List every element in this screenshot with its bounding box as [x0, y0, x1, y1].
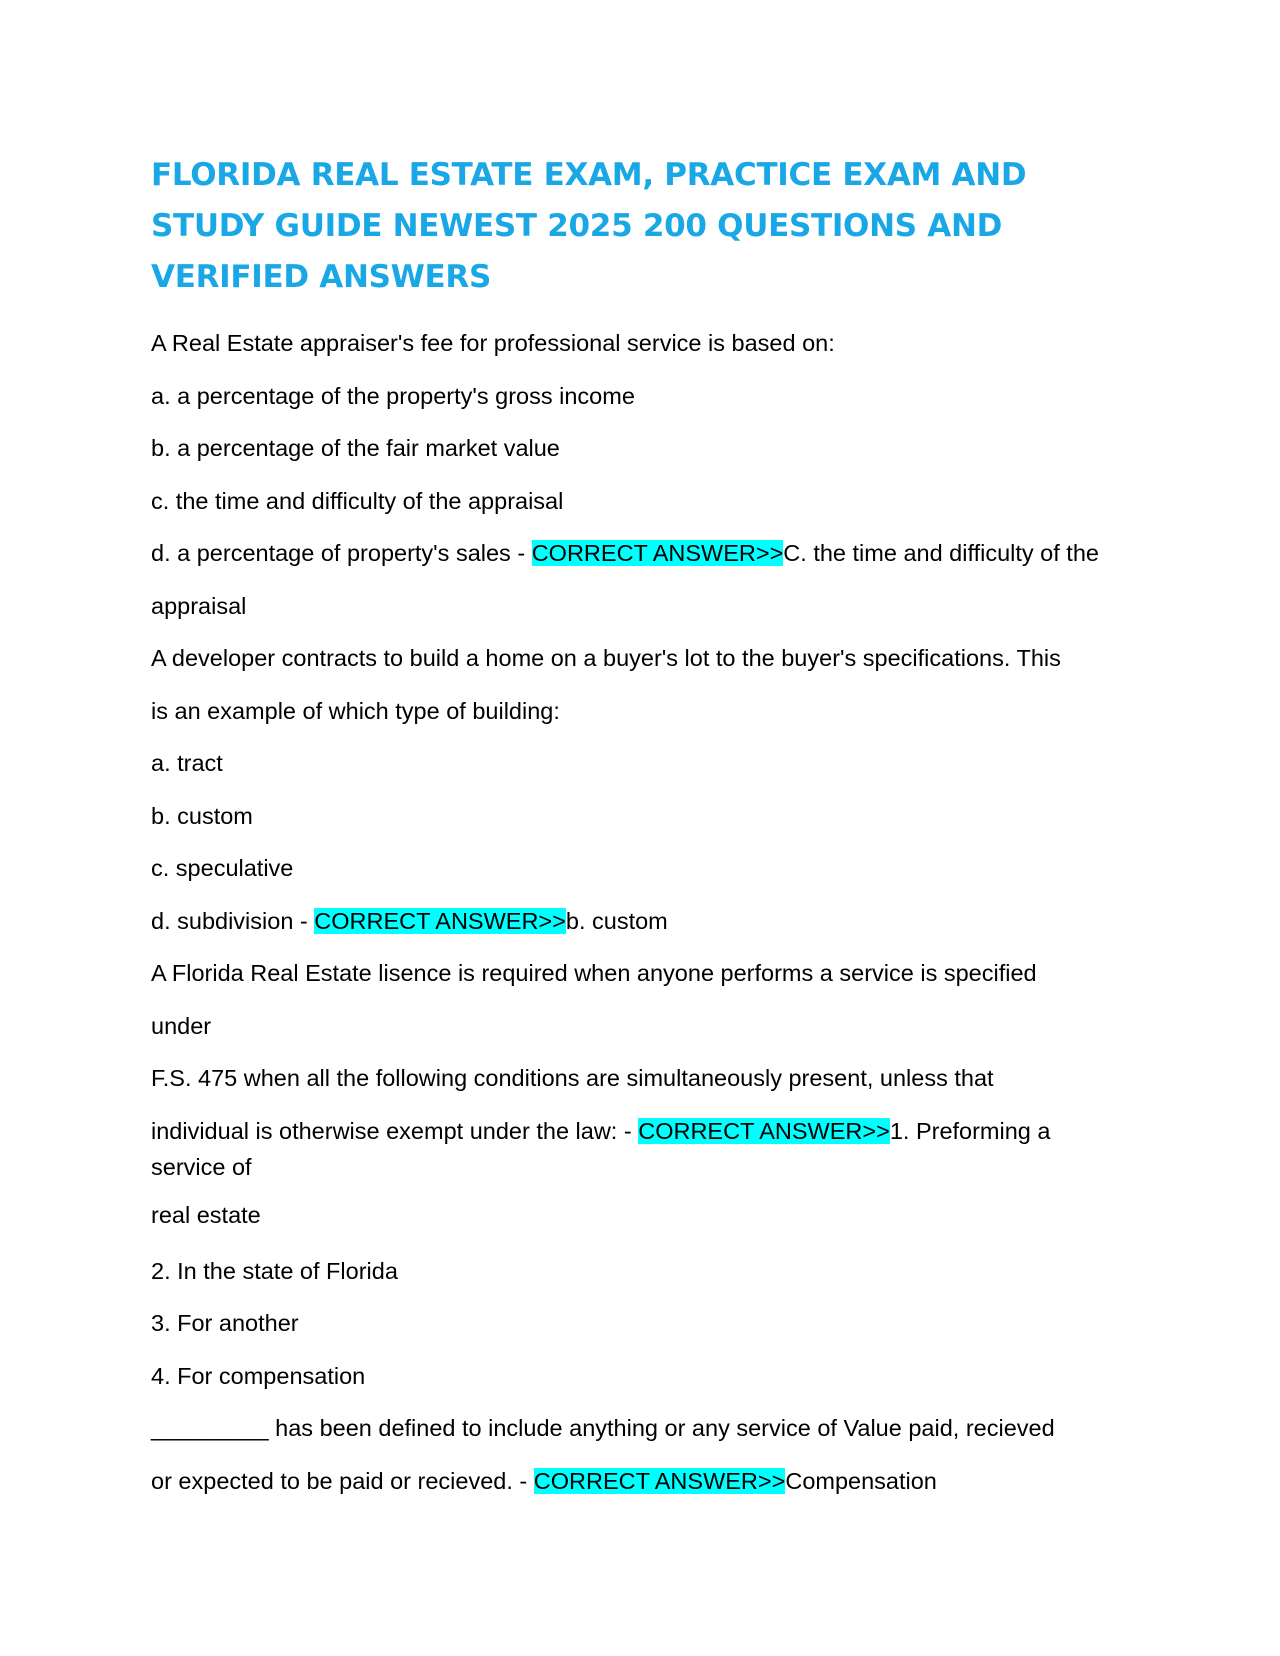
- correct-answer-text: 2. In the state of Florida: [151, 1257, 398, 1284]
- correct-answer-text: C. the time and difficulty of the: [783, 540, 1099, 566]
- question-text: is an example of which type of building:: [151, 697, 560, 724]
- correct-answer-text: Compensation: [785, 1467, 937, 1494]
- correct-answer-text: appraisal: [151, 592, 247, 619]
- question-with-answer: [151, 1113, 1141, 1149]
- answer-option: a. a percentage of the property's gross income: [151, 382, 635, 409]
- question-text: under: [151, 1012, 212, 1039]
- document-title: FLORIDA REAL ESTATE EXAM, PRACTICE EXAM AND STUDY GUIDE NEWEST 2025 200 QUESTIONS AND VERIFIED ANSWERS: [151, 157, 1027, 295]
- answer-option-with-answer: [151, 895, 1141, 948]
- question-text: F.S. 475 when all the following conditions are simultaneously present, unless that: [151, 1065, 994, 1091]
- answer-option: d. a percentage of property's sales -: [151, 540, 532, 566]
- answer-option: b. custom: [151, 802, 253, 829]
- answer-option: c. the time and difficulty of the appraisal: [151, 487, 564, 514]
- question-text: _________ has been defined to include anything or any service of Value paid, recieved: [151, 1415, 1055, 1441]
- question-text: A Florida Real Estate lisence is required when anyone performs a service is specified: [151, 960, 1037, 986]
- document-page: [151, 150, 1141, 1507]
- correct-answer-marker: CORRECT ANSWER>>: [638, 1117, 890, 1144]
- question-text: A developer contracts to build a home on a buyer's lot to the buyer's specifications. This: [151, 645, 1061, 671]
- answer-option: c. speculative: [151, 855, 294, 881]
- answer-option-with-answer: [151, 527, 1141, 580]
- correct-answer-marker: CORRECT ANSWER>>: [533, 1467, 786, 1494]
- answer-option: b. a percentage of the fair market value: [151, 435, 560, 461]
- answer-option: d. subdivision -: [151, 907, 315, 934]
- question-with-answer: [151, 1455, 1141, 1508]
- question-text: A Real Estate appraiser's fee for professional service is based on:: [151, 330, 835, 356]
- correct-answer-text: service of: [151, 1153, 252, 1180]
- correct-answer-text: b. custom: [565, 907, 668, 934]
- correct-answer-marker: CORRECT ANSWER>>: [531, 540, 784, 566]
- question-text: or expected to be paid or recieved. -: [151, 1467, 534, 1494]
- correct-answer-text: 1. Preforming a: [889, 1117, 1051, 1144]
- correct-answer-marker: CORRECT ANSWER>>: [314, 907, 566, 934]
- correct-answer-text: 3. For another: [151, 1310, 299, 1336]
- answer-option: a. tract: [151, 750, 223, 776]
- question-text: individual is otherwise exempt under the law: -: [151, 1117, 639, 1144]
- correct-answer-text: 4. For compensation: [151, 1362, 366, 1389]
- correct-answer-text: real estate: [151, 1201, 261, 1228]
